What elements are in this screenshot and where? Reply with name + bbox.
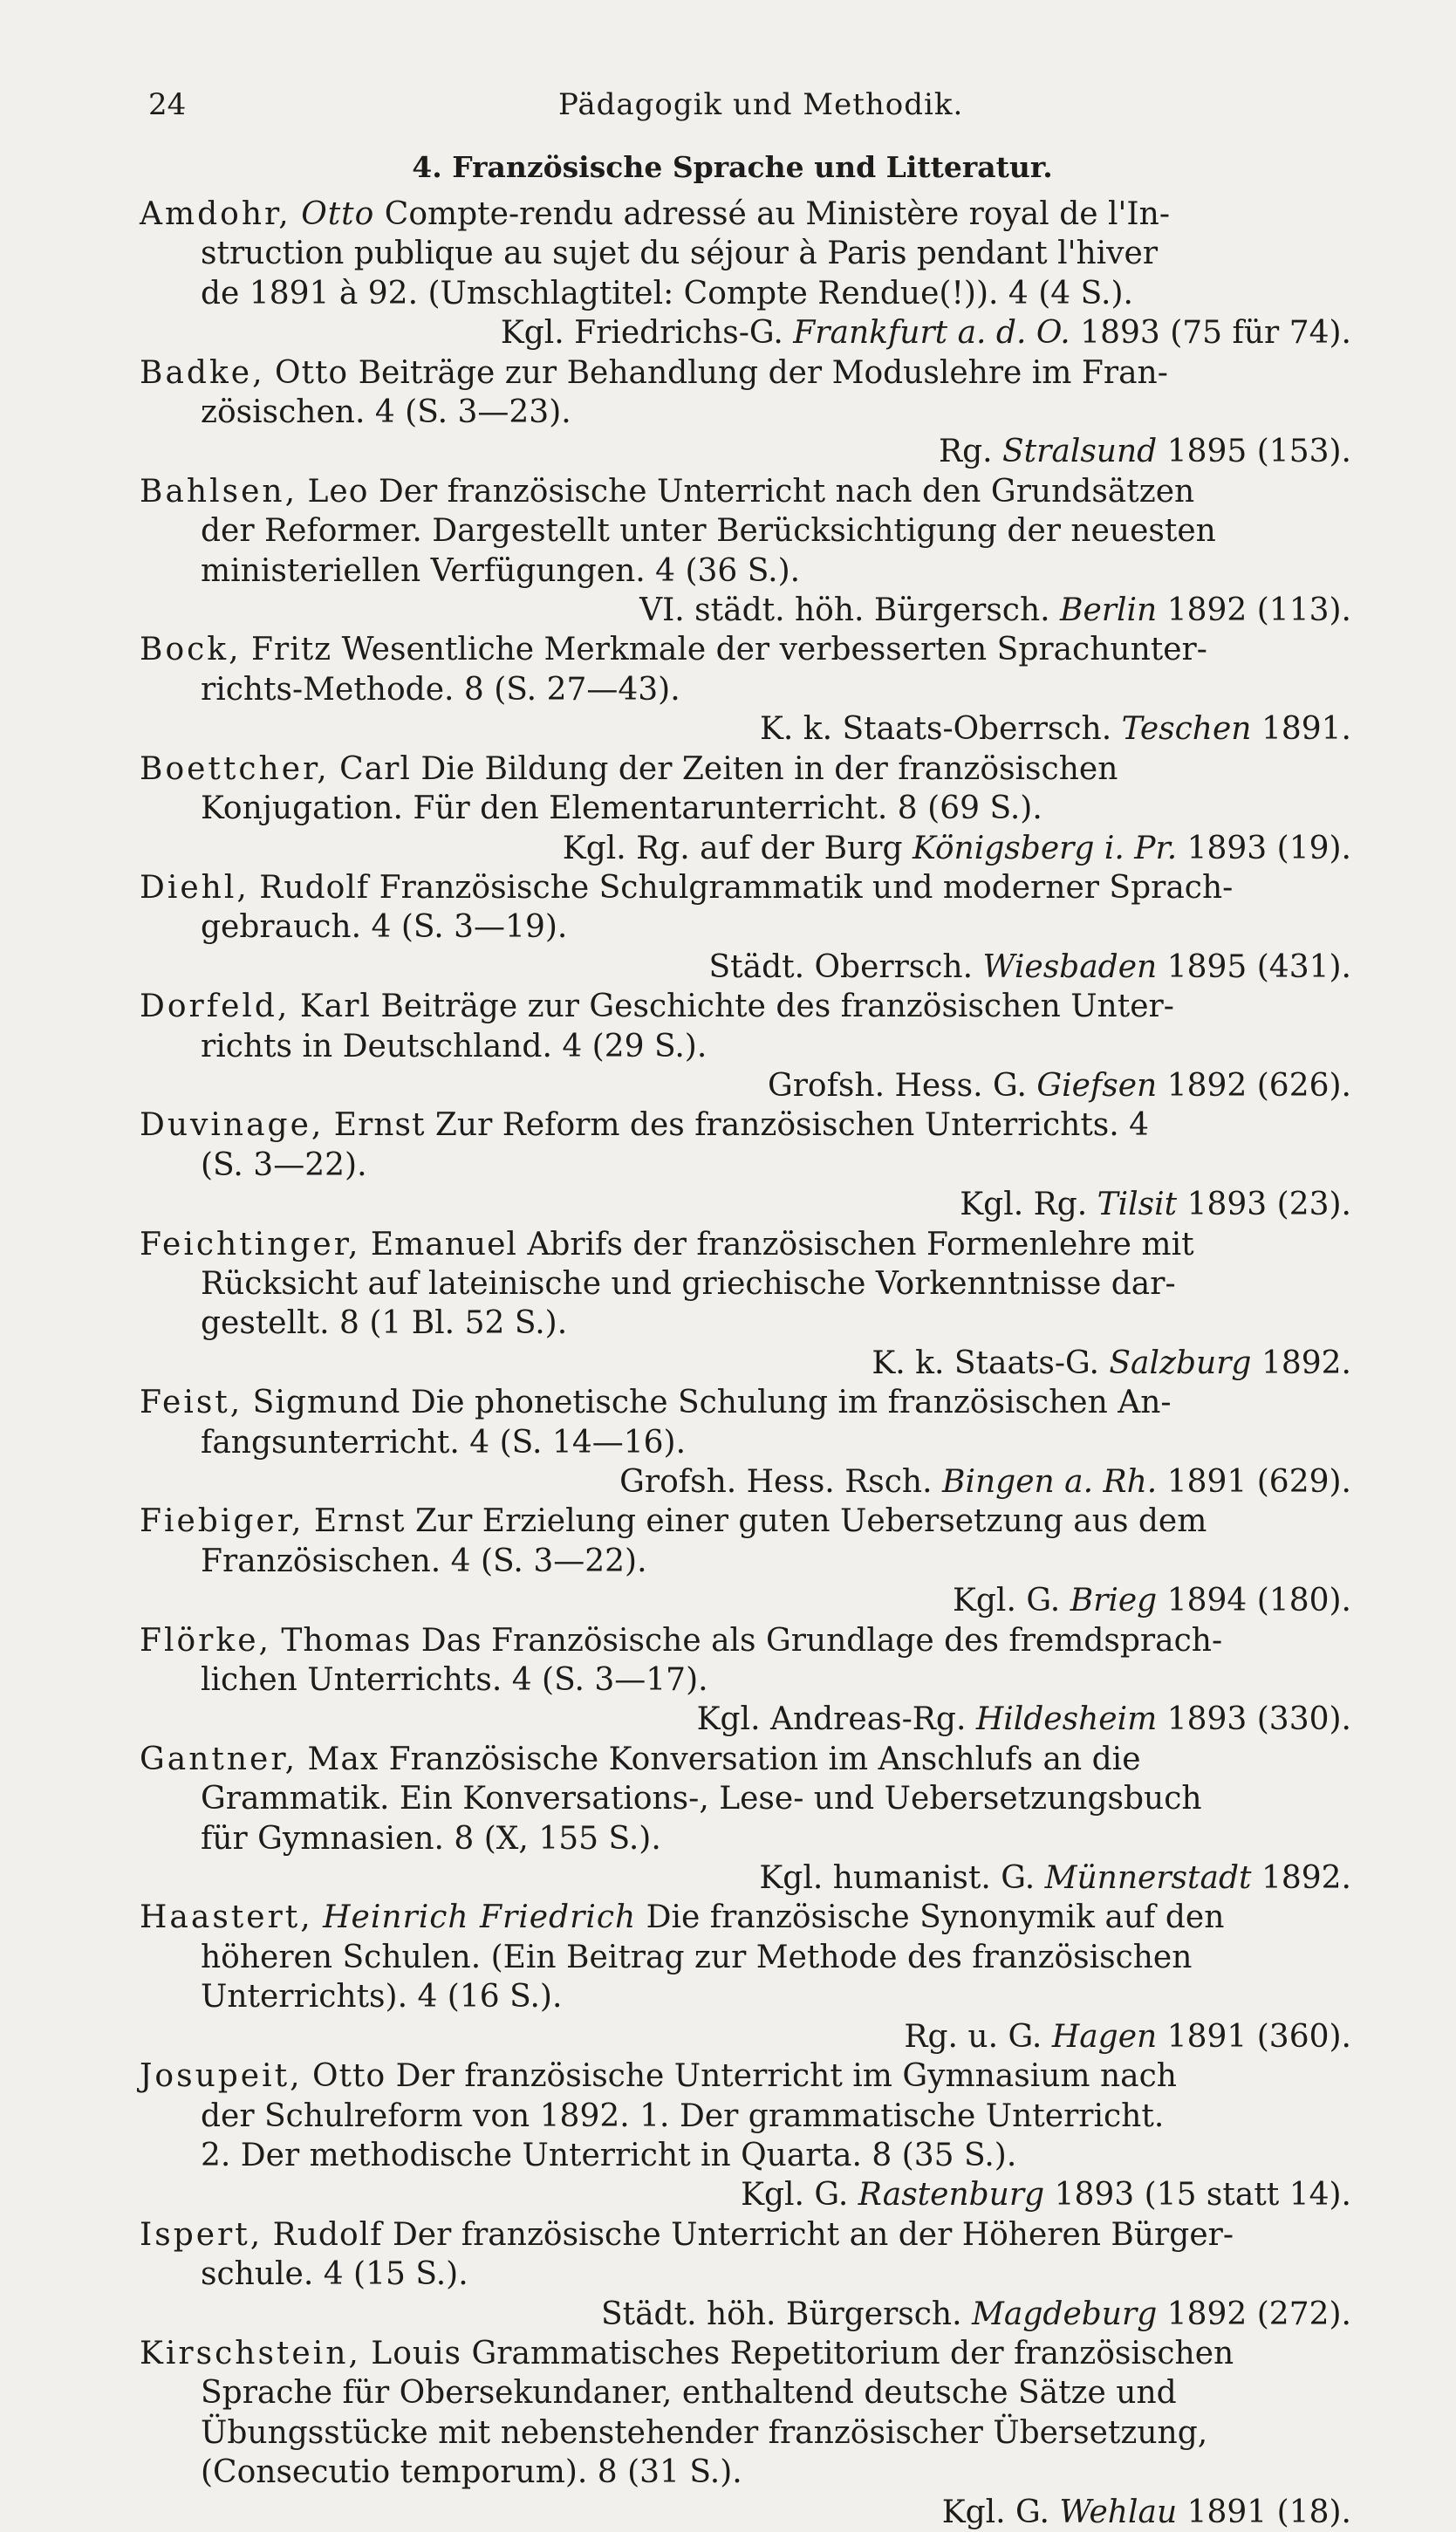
entry-given-name: Leo bbox=[307, 473, 369, 510]
publisher-year: 1892. bbox=[1261, 1345, 1351, 1381]
publisher-school: Rg. u. G. bbox=[904, 2018, 1042, 2055]
bibliography-entry bbox=[140, 1502, 1369, 1620]
publisher-school: Rg. bbox=[938, 434, 993, 470]
bibliography-entry bbox=[140, 1621, 1369, 1740]
publisher-town: Wehlau bbox=[1059, 2494, 1178, 2530]
entry-title-line: ministeriellen Verfügungen. 4 (36 S.). bbox=[201, 552, 801, 589]
entry-title-line: Die phonetische Schulung im französischen An- bbox=[410, 1385, 1172, 1421]
entry-title-line: Der französische Unterricht im Gymnasium nach bbox=[395, 2058, 1177, 2095]
entry-title-line: Die Bildung der Zeiten in der französischen bbox=[420, 750, 1118, 787]
entry-given-name: Rudolf bbox=[272, 2216, 383, 2253]
publisher-school: Kgl. Rg. bbox=[960, 1187, 1088, 1223]
entry-title-line: Grammatik. Ein Konversations-, Lese- und Uebersetzungsbuch bbox=[201, 1781, 1202, 1817]
entry-publisher bbox=[201, 2175, 1369, 2214]
publisher-year: 1893 (330). bbox=[1166, 1701, 1351, 1738]
entry-author: Dorfeld, bbox=[140, 989, 291, 1025]
entry-given-name: Fritz bbox=[251, 632, 332, 668]
publisher-school: Städt. höh. Bürgersch. bbox=[600, 2296, 962, 2332]
publisher-town: Berlin bbox=[1060, 592, 1158, 629]
entry-title-line: Konjugation. Für den Elementarunterricht. 8 (69 S.). bbox=[201, 790, 1042, 827]
publisher-school: VI. städt. höh. Bürgersch. bbox=[639, 592, 1050, 629]
entry-author: Boettcher, bbox=[140, 750, 330, 787]
entry-given-name: Thomas bbox=[281, 1622, 412, 1659]
entry-author: Fiebiger, bbox=[140, 1503, 304, 1540]
bibliography-list bbox=[140, 195, 1369, 2532]
entry-given-name: Karl bbox=[299, 989, 371, 1025]
publisher-town: Rastenburg bbox=[858, 2177, 1045, 2214]
publisher-year: 1891 (629). bbox=[1166, 1464, 1351, 1500]
entry-given-name: Ernst bbox=[333, 1107, 426, 1144]
entry-title-line: zösischen. 4 (S. 3—23). bbox=[201, 394, 571, 431]
entry-title-line: Französische Schulgrammatik und moderner Sprach- bbox=[379, 869, 1234, 906]
entry-publisher bbox=[201, 2295, 1369, 2334]
entry-title-line: Rücksicht auf lateinische und griechische Vorkenntnisse dar- bbox=[201, 1265, 1176, 1302]
entry-given-name: Louis bbox=[371, 2335, 462, 2371]
entry-title-line: höheren Schulen. (Ein Beitrag zur Methode des französischen bbox=[201, 1939, 1193, 1975]
entry-title-line: der Schulreform von 1892. 1. Der grammatische Unterricht. bbox=[201, 2097, 1165, 2134]
entry-title-line: Übungsstücke mit nebenstehender französischer Übersetzung, bbox=[201, 2414, 1208, 2451]
publisher-town: Bingen a. Rh. bbox=[942, 1464, 1158, 1500]
entry-author: Badke, bbox=[140, 354, 265, 391]
bibliography-entry bbox=[140, 987, 1369, 1105]
publisher-town: Giefsen bbox=[1036, 1067, 1158, 1104]
running-title: Pädagogik und Methodik. bbox=[558, 87, 964, 122]
publisher-school: Kgl. Friedrichs-G. bbox=[500, 315, 783, 352]
entry-title-line: richts in Deutschland. 4 (29 S.). bbox=[201, 1028, 707, 1064]
entry-title-line: fangsunterricht. 4 (S. 14—16). bbox=[201, 1424, 687, 1461]
bibliography-entry bbox=[140, 1740, 1369, 1899]
entry-given-name: Carl bbox=[339, 750, 411, 787]
entry-publisher bbox=[201, 948, 1369, 987]
entry-title-line: Grammatisches Repetitorium der französischen bbox=[471, 2335, 1234, 2371]
bibliography-entry bbox=[140, 868, 1369, 987]
entry-publisher bbox=[201, 432, 1369, 471]
publisher-town: Münnerstadt bbox=[1044, 1860, 1252, 1897]
publisher-school: Kgl. G. bbox=[952, 1583, 1061, 1619]
publisher-school: Grofsh. Hess. Rsch. bbox=[619, 1464, 933, 1500]
entry-publisher bbox=[201, 829, 1369, 868]
entry-author: Diehl, bbox=[140, 869, 250, 906]
publisher-school: Grofsh. Hess. G. bbox=[767, 1067, 1027, 1104]
entry-title-line: Französische Konversation im Anschlufs an die bbox=[388, 1741, 1141, 1777]
entry-given-name: Otto bbox=[301, 196, 375, 232]
publisher-town: Hagen bbox=[1051, 2018, 1158, 2055]
page-header bbox=[140, 79, 1369, 131]
bibliography-entry bbox=[140, 2215, 1369, 2334]
entry-title-line: der Reformer. Dargestellt unter Berücksichtigung der neuesten bbox=[201, 513, 1216, 550]
entry-publisher bbox=[201, 2493, 1369, 2532]
publisher-year: 1891. bbox=[1261, 711, 1351, 748]
publisher-year: 1895 (153). bbox=[1166, 434, 1351, 470]
entry-given-name: Otto bbox=[312, 2058, 386, 2095]
entry-given-name: Heinrich Friedrich bbox=[323, 1899, 637, 1936]
publisher-town: Hildesheim bbox=[975, 1701, 1158, 1738]
publisher-year: 1892 (113). bbox=[1166, 592, 1351, 629]
publisher-school: Kgl. Rg. auf der Burg bbox=[562, 830, 903, 866]
publisher-year: 1892 (626). bbox=[1166, 1067, 1351, 1104]
publisher-town: Wiesbaden bbox=[982, 948, 1158, 985]
bibliography-entry bbox=[140, 1898, 1369, 2056]
publisher-town: Tilsit bbox=[1097, 1187, 1178, 1223]
entry-title-line: Zur Reform des französischen Unterrichts. 4 bbox=[434, 1107, 1150, 1144]
entry-title-line: für Gymnasien. 8 (X, 155 S.). bbox=[201, 1820, 661, 1857]
section-title: 4. Französische Sprache und Litteratur. bbox=[412, 150, 1053, 184]
entry-author: Gantner, bbox=[140, 1741, 298, 1777]
bibliography-entry bbox=[140, 353, 1369, 472]
publisher-town: Brieg bbox=[1070, 1583, 1158, 1619]
publisher-year: 1893 (75 für 74). bbox=[1080, 315, 1351, 352]
entry-publisher bbox=[201, 1344, 1369, 1383]
entry-title-line: Abrifs der französischen Formenlehre mit bbox=[527, 1226, 1194, 1263]
entry-publisher bbox=[201, 709, 1369, 749]
publisher-year: 1895 (431). bbox=[1166, 948, 1351, 985]
bibliography-entry bbox=[140, 1225, 1369, 1384]
page-number: 24 bbox=[148, 87, 187, 122]
entry-title-line: Compte-rendu adressé au Ministère royal de l'In- bbox=[384, 196, 1170, 232]
entry-author: Duvinage, bbox=[140, 1107, 325, 1144]
entry-title-line: struction publique au sujet du séjour à Paris pendant l'hiver bbox=[201, 236, 1159, 272]
entry-publisher bbox=[201, 591, 1369, 630]
entry-title-line: gestellt. 8 (1 Bl. 52 S.). bbox=[201, 1305, 568, 1342]
bibliography-entry bbox=[140, 630, 1369, 749]
entry-title-line: (S. 3—22). bbox=[201, 1146, 367, 1183]
bibliography-entry bbox=[140, 1383, 1369, 1502]
entry-title-line: (Consecutio temporum). 8 (31 S.). bbox=[201, 2454, 742, 2491]
publisher-year: 1892. bbox=[1261, 1860, 1351, 1897]
entry-given-name: Max bbox=[307, 1741, 379, 1777]
entry-publisher bbox=[201, 1462, 1369, 1502]
publisher-town: Frankfurt a. d. O. bbox=[793, 315, 1070, 352]
entry-title-line: gebrauch. 4 (S. 3—19). bbox=[201, 909, 568, 946]
entry-title-line: de 1891 à 92. (Umschlagtitel: Compte Rendue(!)). 4 (4 S.). bbox=[201, 275, 1133, 311]
entry-author: Kirschstein, bbox=[140, 2335, 361, 2371]
publisher-town: Königsberg i. Pr. bbox=[912, 830, 1178, 866]
entry-author: Josupeit, bbox=[140, 2058, 303, 2095]
entry-publisher bbox=[201, 313, 1369, 352]
entry-given-name: Sigmund bbox=[252, 1385, 401, 1421]
publisher-school: K. k. Staats-G. bbox=[872, 1345, 1099, 1381]
entry-title-line: 2. Der methodische Unterricht in Quarta. 8 (35 S.). bbox=[201, 2137, 1017, 2173]
entry-title-line: Zur Erzielung einer guten Uebersetzung aus dem bbox=[414, 1503, 1207, 1540]
entry-given-name: Emanuel bbox=[370, 1226, 517, 1263]
entry-author: Ispert, bbox=[140, 2216, 263, 2253]
entry-publisher bbox=[201, 1581, 1369, 1620]
publisher-year: 1893 (15 statt 14). bbox=[1054, 2177, 1351, 2214]
entry-given-name: Rudolf bbox=[259, 869, 370, 906]
publisher-school: Kgl. Andreas-Rg. bbox=[696, 1701, 967, 1738]
publisher-year: 1892 (272). bbox=[1166, 2296, 1351, 2332]
entry-author: Haastert, bbox=[140, 1899, 313, 1936]
publisher-school: Kgl. humanist. G. bbox=[759, 1860, 1036, 1897]
entry-given-name: Otto bbox=[274, 354, 349, 391]
entry-author: Feist, bbox=[140, 1385, 243, 1421]
publisher-year: 1893 (23). bbox=[1186, 1187, 1351, 1223]
entry-title-line: Das Französische als Grundlage des fremdsprach- bbox=[420, 1622, 1223, 1659]
entry-author: Amdohr, bbox=[140, 196, 291, 232]
publisher-year: 1893 (19). bbox=[1186, 830, 1351, 866]
entry-title-line: Wesentliche Merkmale der verbesserten Sprachunter- bbox=[341, 632, 1207, 668]
entry-publisher bbox=[201, 1066, 1369, 1105]
publisher-school: Städt. Oberrsch. bbox=[708, 948, 974, 985]
publisher-year: 1894 (180). bbox=[1166, 1583, 1351, 1619]
entry-title-line: schule. 4 (15 S.). bbox=[201, 2256, 468, 2293]
entry-title-line: Die französische Synonymik auf den bbox=[646, 1899, 1225, 1936]
bibliography-entry bbox=[140, 1105, 1369, 1224]
publisher-town: Salzburg bbox=[1109, 1345, 1252, 1381]
entry-title-line: Der französische Unterricht an der Höheren Bürger- bbox=[392, 2216, 1234, 2253]
bibliography-entry bbox=[140, 2056, 1369, 2215]
bibliography-entry bbox=[140, 472, 1369, 631]
publisher-school: Kgl. G. bbox=[941, 2494, 1049, 2530]
bibliography-entry bbox=[140, 195, 1369, 353]
entry-author: Flörke, bbox=[140, 1622, 271, 1659]
entry-given-name: Ernst bbox=[313, 1503, 406, 1540]
publisher-school: Kgl. G. bbox=[741, 2177, 849, 2214]
entry-title-line: Unterrichts). 4 (16 S.). bbox=[201, 1979, 563, 2015]
bibliography-entry bbox=[140, 2334, 1369, 2532]
entry-title-line: Französischen. 4 (S. 3—22). bbox=[201, 1543, 647, 1579]
publisher-town: Magdeburg bbox=[972, 2296, 1158, 2332]
publisher-town: Teschen bbox=[1121, 711, 1252, 748]
publisher-year: 1891 (18). bbox=[1186, 2494, 1351, 2530]
entry-publisher bbox=[201, 1700, 1369, 1739]
entry-title-line: Beiträge zur Behandlung der Moduslehre im Fran- bbox=[358, 354, 1168, 391]
entry-title-line: richts-Methode. 8 (S. 27—43). bbox=[201, 671, 680, 708]
entry-title-line: Der französische Unterricht nach den Grundsätzen bbox=[378, 473, 1195, 510]
entry-publisher bbox=[201, 1185, 1369, 1224]
entry-title-line: Sprache für Obersekundaner, enthaltend deutsche Sätze und bbox=[201, 2375, 1177, 2412]
entry-publisher bbox=[201, 2017, 1369, 2056]
entry-title-line: Beiträge zur Geschichte des französischen Unter- bbox=[380, 989, 1174, 1025]
bibliography-entry bbox=[140, 749, 1369, 868]
entry-title-line: lichen Unterrichts. 4 (S. 3—17). bbox=[201, 1662, 708, 1699]
entry-publisher bbox=[201, 1858, 1369, 1898]
entry-author: Bock, bbox=[140, 632, 242, 668]
entry-author: Feichtinger, bbox=[140, 1226, 361, 1263]
entry-author: Bahlsen, bbox=[140, 473, 298, 510]
publisher-year: 1891 (360). bbox=[1166, 2018, 1351, 2055]
publisher-school: K. k. Staats-Oberrsch. bbox=[759, 711, 1112, 748]
publisher-town: Stralsund bbox=[1002, 434, 1158, 470]
